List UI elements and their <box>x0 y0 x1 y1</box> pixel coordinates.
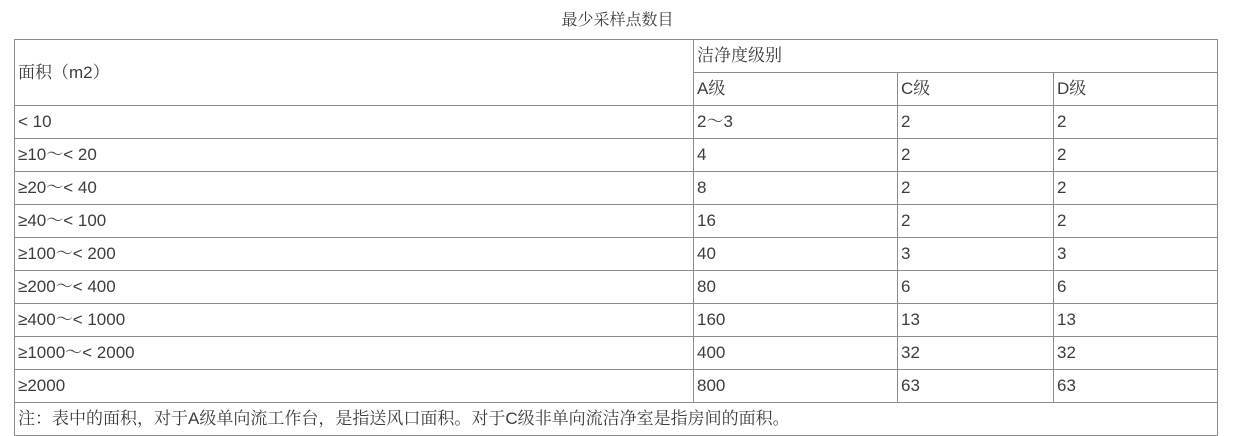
grade-a-cell: 2～3 <box>694 106 898 139</box>
area-cell: ≥20～< 40 <box>15 172 694 205</box>
grade-c-cell: 2 <box>898 106 1054 139</box>
cleanliness-level-header-cell: 洁净度级别 <box>694 40 1218 73</box>
table-row <box>15 172 1218 205</box>
grade-a-cell: 16 <box>694 205 898 238</box>
grade-d-cell: 2 <box>1054 172 1218 205</box>
grade-d-cell: 13 <box>1054 304 1218 337</box>
grade-d-cell: 32 <box>1054 337 1218 370</box>
grade-c-cell: 3 <box>898 238 1054 271</box>
grade-d-cell: 3 <box>1054 238 1218 271</box>
grade-c-header-cell: C级 <box>898 73 1054 106</box>
grade-d-cell: 2 <box>1054 205 1218 238</box>
area-cell: ≥200～< 400 <box>15 271 694 304</box>
grade-c-cell: 2 <box>898 172 1054 205</box>
area-header-cell: 面积（m2） <box>15 40 694 106</box>
table-row <box>15 238 1218 271</box>
table-note: 注：表中的面积，对于A级单向流工作台，是指送风口面积。对于C级非单向流洁净室是指房间的面积。 <box>15 403 1218 436</box>
page-title: 最少采样点数目 <box>561 12 674 29</box>
grade-d-cell: 2 <box>1054 106 1218 139</box>
area-cell: ≥400～< 1000 <box>15 304 694 337</box>
area-cell: ≥100～< 200 <box>15 238 694 271</box>
grade-c-cell: 63 <box>898 370 1054 403</box>
grade-a-cell: 4 <box>694 139 898 172</box>
grade-c-cell: 13 <box>898 304 1054 337</box>
table-row <box>15 205 1218 238</box>
sampling-points-table <box>14 39 1218 436</box>
grade-c-cell: 2 <box>898 139 1054 172</box>
grade-c-cell: 6 <box>898 271 1054 304</box>
table-row <box>15 106 1218 139</box>
grade-d-cell: 63 <box>1054 370 1218 403</box>
area-cell: < 10 <box>15 106 694 139</box>
grade-a-cell: 8 <box>694 172 898 205</box>
grade-d-cell: 2 <box>1054 139 1218 172</box>
note-row <box>15 403 1218 436</box>
table-row <box>15 139 1218 172</box>
grade-d-cell: 6 <box>1054 271 1218 304</box>
table-row <box>15 271 1218 304</box>
area-cell: ≥40～< 100 <box>15 205 694 238</box>
header-row-levels <box>15 40 1218 73</box>
area-cell: ≥2000 <box>15 370 694 403</box>
grade-c-cell: 2 <box>898 205 1054 238</box>
table-row <box>15 370 1218 403</box>
grade-a-cell: 160 <box>694 304 898 337</box>
grade-a-cell: 40 <box>694 238 898 271</box>
grade-d-header-cell: D级 <box>1054 73 1218 106</box>
grade-a-cell: 400 <box>694 337 898 370</box>
grade-a-cell: 800 <box>694 370 898 403</box>
grade-a-header-cell: A级 <box>694 73 898 106</box>
table-row <box>15 337 1218 370</box>
area-cell: ≥10～< 20 <box>15 139 694 172</box>
grade-c-cell: 32 <box>898 337 1054 370</box>
area-cell: ≥1000～< 2000 <box>15 337 694 370</box>
grade-a-cell: 80 <box>694 271 898 304</box>
table-row <box>15 304 1218 337</box>
